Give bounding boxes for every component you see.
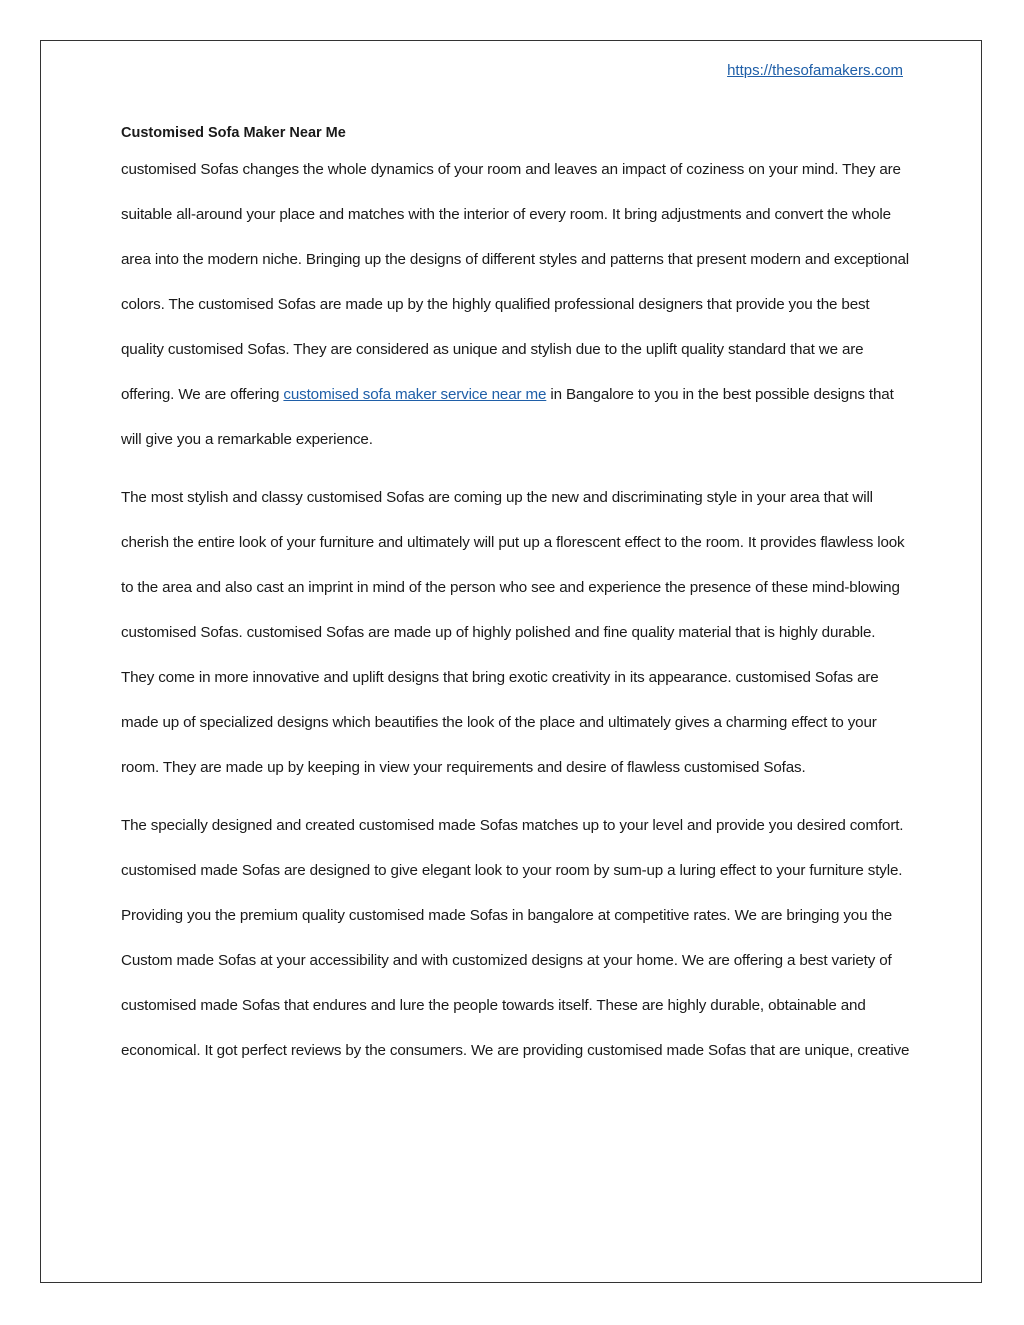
paragraph-1-text-before-link: customised Sofas changes the whole dynamics of your room and leaves an impact of coziness on your mind. They are suitable all-around your place and matches with the interior of every room. It bring adjustments and convert the whole area into the modern niche. Bringing up the designs of different styles and patterns that present modern and exceptional colors. The customised Sofas are made up by the highly qualified professional designers that provide you the best quality customised Sofas. They are considered as unique and stylish due to the uplift quality standard that we are offering. We are offering [121,161,910,403]
paragraph-1-text-after-link: in Bangalore to you in the best possible designs that will give you a remarkable experience. [121,386,894,448]
sofa-maker-service-link[interactable]: customised sofa maker service near me [283,386,547,403]
paragraph-3: The specially designed and created customised made Sofas matches up to your level and provide you desired comfort. customised made Sofas are designed to give elegant look to your room by sum-up a luring effect to your furniture style. Providing you the premium quality customised made Sofas in bangalore at competitive rates. We are bringing you the Custom made Sofas at your accessibility and with customized designs at your home. We are offering a best variety of customised made Sofas that endures and lure the people towards itself. These are highly durable, obtainable and economical. It got perfect reviews by the consumers. We are providing customised made Sofas that are unique, creative [121,817,910,1059]
document-body [121,123,911,1073]
paragraph-2: The most stylish and classy customised Sofas are coming up the new and discriminating style in your area that will cherish the entire look of your furniture and ultimately will put up a florescent effect to the room. It provides flawless look to the area and also cast an imprint in mind of the person who see and experience the presence of these mind-blowing customised Sofas. customised Sofas are made up of highly polished and fine quality material that is highly durable. They come in more innovative and uplift designs that bring exotic creativity in its appearance. customised Sofas are made up of specialized designs which beautifies the look of the place and ultimately gives a charming effect to your room. They are made up by keeping in view your requirements and desire of flawless customised Sofas. [121,489,905,776]
paragraph-1 [121,147,911,462]
document-title: Customised Sofa Maker Near Me [121,125,346,141]
header-url-link[interactable]: https://thesofamakers.com [727,62,903,79]
